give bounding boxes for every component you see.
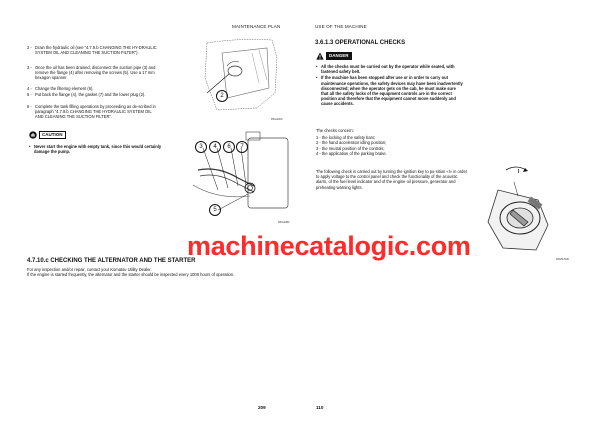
step-3-text: Once the oil has been drained, disconnect the suction pipe (3) and remove the flange (4) after removing the screws (5). Use a 17 mm hexagon spanner	[35, 65, 156, 81]
fig1-callout-2: 2	[216, 90, 228, 102]
step-6: 6 - Complete the tank filling operations by proceeding as de-scribed in paragraph “4.7.9.b CHANGING THE HYDRAULIC SYSTEM OIL AND CLEANING THE SUCTION FILTER”.	[27, 104, 156, 120]
fig2-callout-4: 4	[209, 141, 221, 153]
right-header-title: USE OF THE MACHINE	[315, 24, 367, 29]
danger-bullets	[316, 64, 464, 107]
check-item-1: 1 - the locking of the safety bars;	[316, 135, 376, 141]
figure-drain-plug	[197, 38, 285, 118]
danger-triangle-icon	[316, 52, 324, 60]
danger-label	[316, 52, 352, 60]
step-3: 3 - Once the oil has been drained, disconnect the suction pipe (3) and remove the flange (4) after removing the screws (5). Use a 17 mm hexagon spanner	[27, 65, 156, 81]
maintenance-steps	[27, 45, 162, 125]
ignition-paragraph: The following check is carried out by turning the ignition key to po-sition «I» in order to apply voltage to the control panel and check the functionality of the acoustic alarm, of the fuel level indicator and of the engine oil pressure, generator and preheating warning lights.	[316, 169, 468, 190]
watermark-text: machinecatalogic.com	[187, 231, 471, 261]
caution-text: • Never start the engine with empty tank, since this would certainly damage the pump.	[29, 144, 167, 154]
caution-label	[29, 131, 66, 139]
caution-badge: CAUTION	[39, 131, 66, 139]
step-4-text: Change the filtering element (6).	[35, 86, 94, 91]
key-position-label: I	[518, 169, 520, 175]
step-5-text: Put back the flange (4), the gasket (7) and the lower plug (2).	[35, 92, 146, 97]
step-2-text: Drain the hydraulic oil (see “4.7.9.b CHANGING THE HY-DRAULIC SYSTEM OIL AND CLEANING THE SUCTION FILTER”).	[35, 45, 157, 56]
right-page-number: 110	[316, 405, 324, 410]
step-5: 5 - Put back the flange (4), the gasket (7) and the lower plug (2).	[27, 92, 157, 97]
fig2-callout-3: 3	[195, 141, 207, 153]
section-title-alternator: 4.7.10.c CHECKING THE ALTERNATOR AND THE STARTER	[27, 258, 196, 264]
check-item-4: 4 - the application of the parking brake.	[316, 150, 387, 156]
fig2-callout-7: 7	[236, 141, 248, 153]
checks-intro: The checks concern:	[316, 128, 354, 133]
section-line-2: If the engine is started frequently, the alternator and the starter should be inspected every 1000 hours of operation.	[27, 272, 235, 278]
check-item-2: 2 - the hand accelerator idling position;	[316, 140, 387, 146]
figure-ignition-key	[478, 160, 568, 258]
left-header-title: MAINTENANCE PLAN	[232, 24, 281, 29]
section-line-1: For any inspection and/or repair, contact your Komatsu Utility Dealer.	[27, 267, 152, 272]
check-item-3: 3 - the neutral position of the controls;	[316, 145, 385, 151]
fig2-callout-5: 5	[209, 204, 221, 216]
step-6-text: Complete the tank filling operations by proceeding as de-scribed in paragraph “4.7.9.b CHANGING THE HYDRAULIC SYSTEM OIL AND CLEANING THE SUCTION FILTER”.	[35, 104, 156, 120]
right-fig-code: RKM17000	[556, 258, 569, 261]
danger-bullet-2: • If the machine has been stopped after use or in order to carry out maintenance operations, the safety devices may have been inadvertently disconnected; when the operator gets on the cab, he must make sure that all the safety locks of the equipment controls are in the correct position and therefore that the equipment cannot move suddenly and cause accidents.	[316, 75, 464, 106]
caution-hand-icon	[29, 131, 37, 139]
step-2: 2 - Drain the hydraulic oil (see “4.7.9.b CHANGING THE HY-DRAULIC SYSTEM OIL AND CLEANING THE SUCTION FILTER”).	[27, 45, 157, 56]
step-4: 4 - Change the filtering element (6).	[27, 86, 157, 91]
danger-bullet-1: • All the checks must be carried out by the operator while seated, with fastened safety belt.	[316, 64, 464, 74]
section-body	[27, 267, 327, 277]
operational-checks-title: 3.6.1.3 OPERATIONAL CHECKS	[315, 40, 406, 46]
checks-list	[316, 128, 466, 156]
left-page-number: 209	[258, 405, 266, 410]
fig2-code: RKG2380	[278, 221, 290, 224]
fig2-callout-6: 6	[223, 141, 235, 153]
fig1-code: RKG2200	[271, 118, 283, 121]
danger-badge: DANGER	[326, 52, 352, 60]
